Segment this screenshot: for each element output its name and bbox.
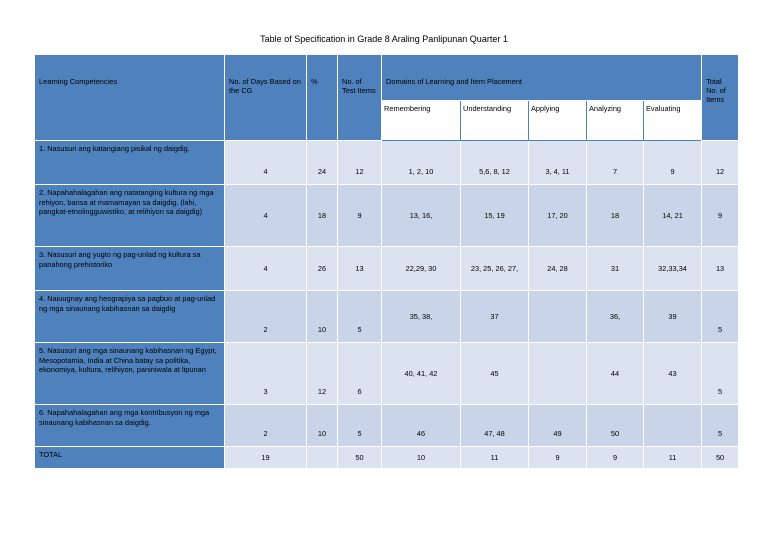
days-cell: 4 — [225, 141, 307, 185]
domain-evaluating: Evaluating — [644, 101, 702, 141]
percent-cell: 12 — [307, 343, 338, 405]
totals-understanding: 11 — [461, 447, 529, 469]
total-cell: 13 — [702, 247, 739, 291]
totals-row — [35, 447, 739, 469]
header-percent: % — [307, 55, 338, 141]
table-row — [35, 141, 739, 185]
days-cell: 3 — [225, 343, 307, 405]
totals-days: 19 — [225, 447, 307, 469]
items-cell: 9 — [338, 185, 382, 247]
competency-cell: 1. Nasusuri ang katangiang pisikal ng daigdig. — [35, 141, 225, 185]
days-cell: 2 — [225, 291, 307, 343]
understanding-cell: 23, 25, 26, 27, — [461, 247, 529, 291]
header-domains: Domains of Learning and Item Placement — [382, 55, 702, 101]
total-cell: 5 — [702, 343, 739, 405]
totals-evaluating: 11 — [644, 447, 702, 469]
domain-analyzing: Analyzing — [587, 101, 644, 141]
totals-items: 50 — [338, 447, 382, 469]
header-test-items: No. of Test Items — [338, 55, 382, 141]
evaluating-cell: 43 — [644, 343, 702, 405]
totals-total: 50 — [702, 447, 739, 469]
percent-cell: 26 — [307, 247, 338, 291]
totals-percent — [307, 447, 338, 469]
competency-cell: 5. Nasusuri ang mga sinaunang kabihasnan ng Egypt, Mesopotamia, India at China batay sa politika, ekonomiya, kultura, relihiyon, paniniwala at lipunan — [35, 343, 225, 405]
competency-cell: 6. Napahahalagahan ang mga kontribusyon ng mga sinaunang kabihasnan sa daigdig. — [35, 405, 225, 447]
analyzing-cell: 31 — [587, 247, 644, 291]
remembering-cell: 40, 41, 42 — [382, 343, 461, 405]
days-cell: 4 — [225, 247, 307, 291]
evaluating-cell: 32,33,34 — [644, 247, 702, 291]
percent-cell: 18 — [307, 185, 338, 247]
domain-understanding: Understanding — [461, 101, 529, 141]
remembering-cell: 13, 16, — [382, 185, 461, 247]
competency-cell: 2. Napahahalagahan ang natatanging kultura ng mga rehiyon, bansa at mamamayan sa daigdig. (lahi, pangkat-etnolingguwistiko, at relihiyon sa daigdig) — [35, 185, 225, 247]
items-cell: 6 — [338, 343, 382, 405]
items-cell: 5 — [338, 405, 382, 447]
analyzing-cell: 44 — [587, 343, 644, 405]
total-cell: 9 — [702, 185, 739, 247]
table-row — [35, 185, 739, 247]
percent-cell: 10 — [307, 291, 338, 343]
totals-analyzing: 9 — [587, 447, 644, 469]
totals-label: TOTAL — [35, 447, 225, 469]
table-row — [35, 343, 739, 405]
remembering-cell: 46 — [382, 405, 461, 447]
items-cell: 13 — [338, 247, 382, 291]
understanding-cell: 5,6, 8, 12 — [461, 141, 529, 185]
understanding-cell: 37 — [461, 291, 529, 343]
remembering-cell: 35, 38, — [382, 291, 461, 343]
days-cell: 4 — [225, 185, 307, 247]
percent-cell: 24 — [307, 141, 338, 185]
total-cell: 5 — [702, 405, 739, 447]
totals-remembering: 10 — [382, 447, 461, 469]
competency-cell: 3. Nasusuri ang yugto ng pag-unlad ng kultura sa panahong prehistoriko — [35, 247, 225, 291]
items-cell: 12 — [338, 141, 382, 185]
items-cell: 5 — [338, 291, 382, 343]
specification-table — [34, 54, 739, 469]
percent-cell: 10 — [307, 405, 338, 447]
understanding-cell: 45 — [461, 343, 529, 405]
competency-cell: 4. Naiuugnay ang heograpiya sa pagbuo at pag-unlad ng mga sinaunang kabihasnan sa daigdig — [35, 291, 225, 343]
total-cell: 5 — [702, 291, 739, 343]
remembering-cell: 1, 2, 10 — [382, 141, 461, 185]
header-days: No. of Days Based on the CG — [225, 55, 307, 141]
header-competencies: Learning Competencies — [35, 55, 225, 141]
evaluating-cell: 9 — [644, 141, 702, 185]
applying-cell: 24, 28 — [529, 247, 587, 291]
analyzing-cell: 36, — [587, 291, 644, 343]
table-row — [35, 247, 739, 291]
applying-cell: 17, 20 — [529, 185, 587, 247]
analyzing-cell: 18 — [587, 185, 644, 247]
applying-cell — [529, 291, 587, 343]
understanding-cell: 47, 48 — [461, 405, 529, 447]
analyzing-cell: 7 — [587, 141, 644, 185]
table-row — [35, 405, 739, 447]
understanding-cell: 15, 19 — [461, 185, 529, 247]
table-row — [35, 291, 739, 343]
evaluating-cell: 39 — [644, 291, 702, 343]
domain-remembering: Remembering — [382, 101, 461, 141]
applying-cell: 49 — [529, 405, 587, 447]
analyzing-cell: 50 — [587, 405, 644, 447]
header-total: Total No. of Items — [702, 55, 739, 141]
evaluating-cell — [644, 405, 702, 447]
document-title: Table of Specification in Grade 8 Araling Panlipunan Quarter 1 — [260, 34, 508, 44]
days-cell: 2 — [225, 405, 307, 447]
evaluating-cell: 14, 21 — [644, 185, 702, 247]
remembering-cell: 22,29, 30 — [382, 247, 461, 291]
applying-cell — [529, 343, 587, 405]
domain-applying: Applying — [529, 101, 587, 141]
applying-cell: 3, 4, 11 — [529, 141, 587, 185]
totals-applying: 9 — [529, 447, 587, 469]
total-cell: 12 — [702, 141, 739, 185]
